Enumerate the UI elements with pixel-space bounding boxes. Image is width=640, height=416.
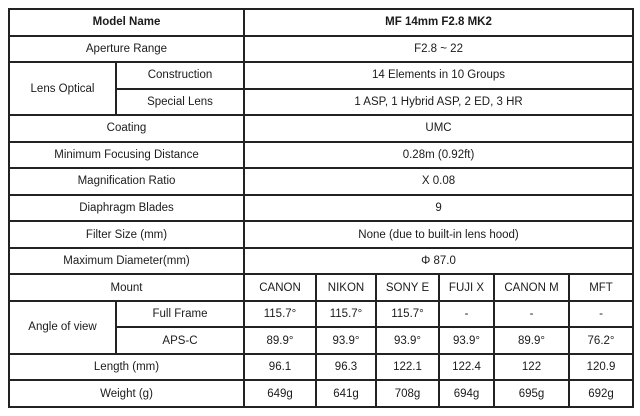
lens-optical-label: Lens Optical: [9, 62, 116, 115]
mount-column-sony-e: SONY E: [376, 274, 439, 301]
row-max-diameter: [9, 248, 633, 275]
magnification-ratio-label: Magnification Ratio: [9, 168, 244, 195]
length-label: Length (mm): [9, 354, 244, 381]
diaphragm-blades-label: Diaphragm Blades: [9, 195, 244, 222]
max-diameter-label: Maximum Diameter(mm): [9, 248, 244, 275]
weight-value-canon: 649g: [244, 380, 316, 407]
construction-value: 14 Elements in 10 Groups: [244, 62, 633, 89]
max-diameter-value: Φ 87.0: [244, 248, 633, 275]
angle-aps-c-nikon: 93.9°: [316, 327, 376, 354]
length-value-nikon: 96.3: [316, 354, 376, 381]
row-length: [9, 354, 633, 381]
aperture-range-label: Aperture Range: [9, 36, 244, 63]
row-aperture-range: [9, 36, 633, 63]
length-value-canon: 96.1: [244, 354, 316, 381]
length-value-fuji-x: 122.4: [439, 354, 494, 381]
row-construction: [9, 62, 633, 89]
length-value-mft: 120.9: [569, 354, 633, 381]
coating-value: UMC: [244, 115, 633, 142]
angle-aps-c-canon: 89.9°: [244, 327, 316, 354]
mount-column-canon: CANON: [244, 274, 316, 301]
angle-full-frame-fuji-x: -: [439, 301, 494, 328]
length-value-sony-e: 122.1: [376, 354, 439, 381]
filter-size-label: Filter Size (mm): [9, 221, 244, 248]
mount-column-fuji-x: FUJI X: [439, 274, 494, 301]
mount-column-canon-m: CANON M: [494, 274, 569, 301]
row-min-focusing-distance: [9, 142, 633, 169]
special-lens-label: Special Lens: [116, 89, 244, 116]
mount-column-mft: MFT: [569, 274, 633, 301]
filter-size-value: None (due to built-in lens hood): [244, 221, 633, 248]
angle-aps-c-mft: 76.2°: [569, 327, 633, 354]
angle-full-frame-canon-m: -: [494, 301, 569, 328]
full-frame-label: Full Frame: [116, 301, 244, 328]
length-value-canon-m: 122: [494, 354, 569, 381]
weight-value-fuji-x: 694g: [439, 380, 494, 407]
weight-value-sony-e: 708g: [376, 380, 439, 407]
row-filter-size: [9, 221, 633, 248]
angle-full-frame-nikon: 115.7°: [316, 301, 376, 328]
mount-label: Mount: [9, 274, 244, 301]
angle-aps-c-canon-m: 89.9°: [494, 327, 569, 354]
angle-full-frame-canon: 115.7°: [244, 301, 316, 328]
weight-value-canon-m: 695g: [494, 380, 569, 407]
model-name-label: Model Name: [9, 9, 244, 36]
row-angle-full-frame: [9, 301, 633, 328]
row-coating: [9, 115, 633, 142]
angle-full-frame-sony-e: 115.7°: [376, 301, 439, 328]
special-lens-value: 1 ASP, 1 Hybrid ASP, 2 ED, 3 HR: [244, 89, 633, 116]
coating-label: Coating: [9, 115, 244, 142]
weight-value-mft: 692g: [569, 380, 633, 407]
row-diaphragm-blades: [9, 195, 633, 222]
weight-label: Weight (g): [9, 380, 244, 407]
diaphragm-blades-value: 9: [244, 195, 633, 222]
weight-value-nikon: 641g: [316, 380, 376, 407]
angle-full-frame-mft: -: [569, 301, 633, 328]
row-model-name: [9, 9, 633, 36]
aperture-range-value: F2.8 ~ 22: [244, 36, 633, 63]
row-weight: [9, 380, 633, 407]
construction-label: Construction: [116, 62, 244, 89]
magnification-ratio-value: X 0.08: [244, 168, 633, 195]
row-mount-header: [9, 274, 633, 301]
angle-aps-c-sony-e: 93.9°: [376, 327, 439, 354]
min-focusing-distance-label: Minimum Focusing Distance: [9, 142, 244, 169]
angle-of-view-label: Angle of view: [9, 301, 116, 354]
lens-spec-table: [8, 8, 634, 408]
row-magnification-ratio: [9, 168, 633, 195]
aps-c-label: APS-C: [116, 327, 244, 354]
min-focusing-distance-value: 0.28m (0.92ft): [244, 142, 633, 169]
angle-aps-c-fuji-x: 93.9°: [439, 327, 494, 354]
model-name-value: MF 14mm F2.8 MK2: [244, 9, 633, 36]
mount-column-nikon: NIKON: [316, 274, 376, 301]
